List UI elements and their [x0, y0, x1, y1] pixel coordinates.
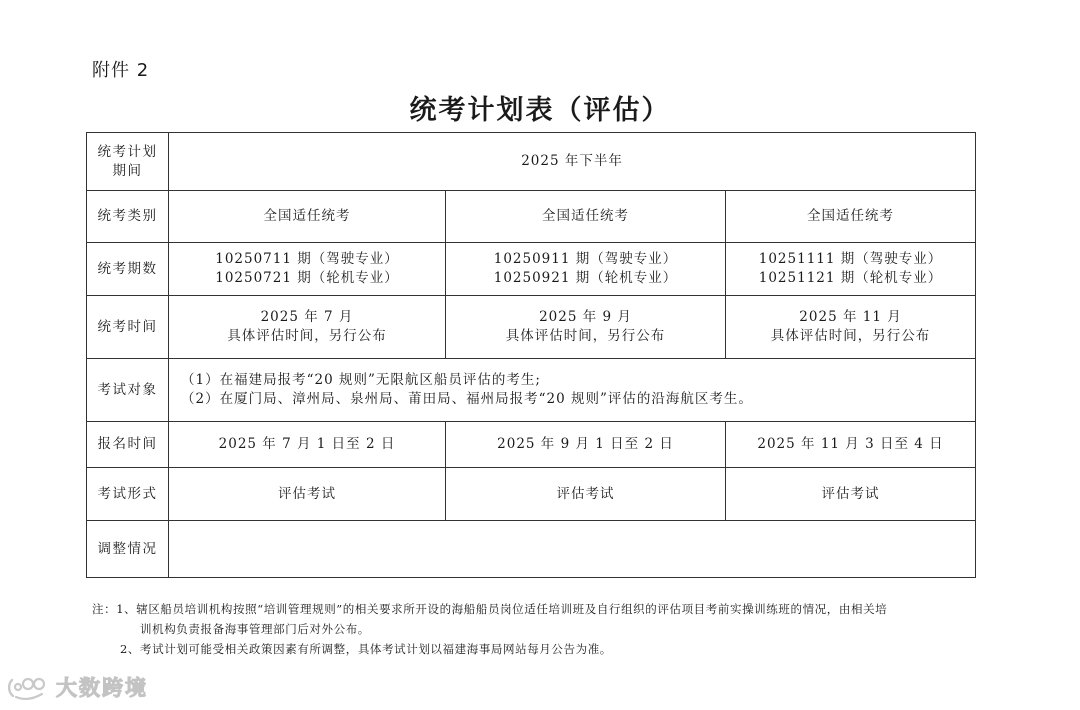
label-period: 统考计划 期间 — [87, 133, 169, 191]
label-adjustment: 调整情况 — [87, 521, 169, 578]
category-cell: 全国适任统考 — [726, 191, 976, 243]
label-category: 统考类别 — [87, 191, 169, 243]
category-cell: 全国适任统考 — [169, 191, 446, 243]
exam-plan-table — [86, 132, 976, 578]
logo-icon — [6, 672, 50, 702]
row-category — [87, 191, 976, 243]
note-2: 2、考试计划可能受相关政策因素有所调整，具体考试计划以福建海事局网站每月公告为准。 — [120, 642, 612, 656]
row-period — [87, 133, 976, 191]
notes — [92, 599, 982, 659]
registration-cell: 2025 年 9 月 1 日至 2 日 — [446, 422, 726, 468]
label-target: 考试对象 — [87, 359, 169, 422]
target-cell: （1）在福建局报考“20 规则”无限航区船员评估的考生; （2）在厦门局、漳州局、泉州局、莆田局、福州局报考“20 规则”评估的沿海航区考生。 — [169, 359, 976, 422]
form-cell: 评估考试 — [446, 468, 726, 521]
row-exam-time — [87, 296, 976, 359]
form-cell: 评估考试 — [169, 468, 446, 521]
label-sessions: 统考期数 — [87, 243, 169, 296]
label-exam-time: 统考时间 — [87, 296, 169, 359]
row-registration — [87, 422, 976, 468]
adjustment-cell — [169, 521, 976, 578]
value-period: 2025 年下半年 — [169, 133, 976, 191]
watermark — [6, 672, 148, 702]
page-title: 统考计划表（评估） — [409, 95, 671, 126]
note-1-continued: 训机构负责报备海事管理部门后对外公布。 — [140, 622, 370, 636]
registration-cell: 2025 年 11 月 3 日至 4 日 — [726, 422, 976, 468]
exam-time-cell: 2025 年 11 月 具体评估时间，另行公布 — [726, 296, 976, 359]
sessions-cell: 10250911 期（驾驶专业） 10250921 期（轮机专业） — [446, 243, 726, 296]
row-form — [87, 468, 976, 521]
row-target — [87, 359, 976, 422]
note-1: 注：1、辖区船员培训机构按照“培训管理规则”的相关要求所开设的海船船员岗位适任培训班及自行组织的评估项目考前实操训练班的情况，由相关培 — [92, 602, 888, 616]
label-form: 考试形式 — [87, 468, 169, 521]
exam-time-cell: 2025 年 7 月 具体评估时间，另行公布 — [169, 296, 446, 359]
form-cell: 评估考试 — [726, 468, 976, 521]
registration-cell: 2025 年 7 月 1 日至 2 日 — [169, 422, 446, 468]
exam-time-cell: 2025 年 9 月 具体评估时间，另行公布 — [446, 296, 726, 359]
sessions-cell: 10251111 期（驾驶专业） 10251121 期（轮机专业） — [726, 243, 976, 296]
row-adjustment — [87, 521, 976, 578]
category-cell: 全国适任统考 — [446, 191, 726, 243]
attachment-label: 附件 2 — [92, 60, 150, 81]
label-registration: 报名时间 — [87, 422, 169, 468]
sessions-cell: 10250711 期（驾驶专业） 10250721 期（轮机专业） — [169, 243, 446, 296]
watermark-text: 大数跨境 — [56, 676, 148, 700]
row-sessions — [87, 243, 976, 296]
